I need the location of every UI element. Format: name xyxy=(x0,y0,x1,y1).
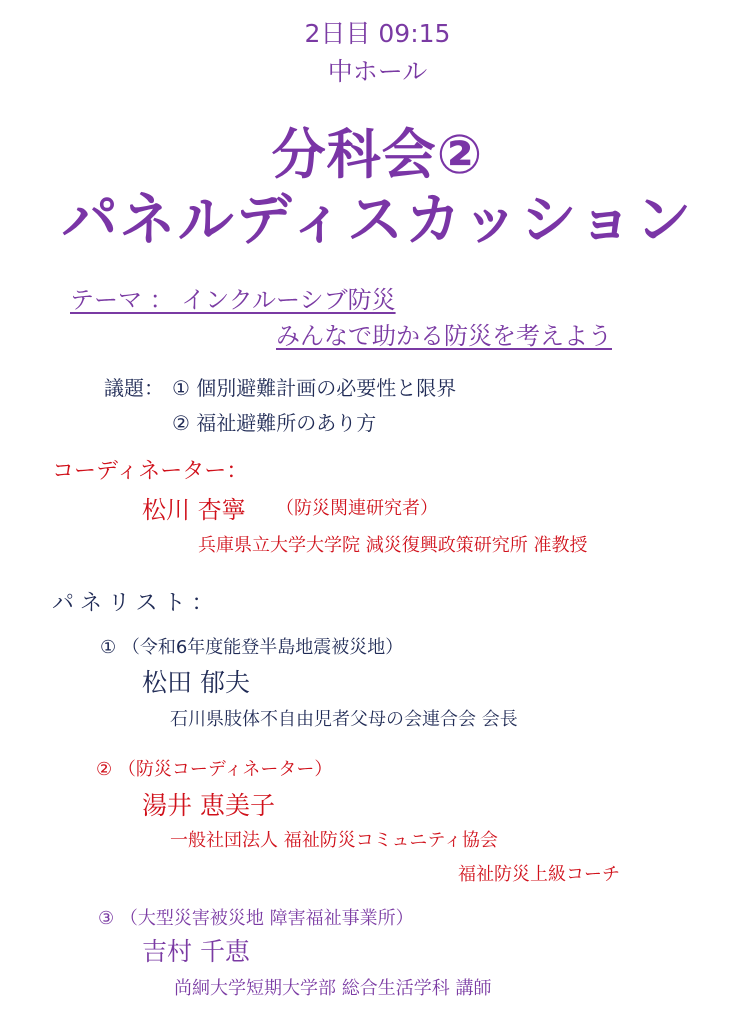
session-title: 分科会② xyxy=(271,123,484,186)
panelist-2-category: ② （防災コーディネーター） xyxy=(96,759,333,780)
theme-label: テーマ ： インクルーシブ防災 xyxy=(70,286,396,314)
panelists-heading: パネリスト： xyxy=(52,591,220,616)
panelist-3-category: ③ （大型災害被災地 障害福祉事業所） xyxy=(98,908,414,929)
coordinator-heading: コーディネーター： xyxy=(52,459,249,484)
agenda-item-2: ② 福祉避難所のあり方 xyxy=(172,411,377,435)
agenda-item-1: ① 個別避難計画の必要性と限界 xyxy=(172,376,457,400)
panelist-2-affiliation2: 福祉防災上級コーチ xyxy=(458,864,620,885)
session-subtitle: パネルディスカッション xyxy=(61,188,694,253)
theme-subtitle: みんなで助かる防災を考えよう xyxy=(276,322,612,350)
panelist-1-name: 松田 郁夫 xyxy=(142,668,250,697)
panelist-2-affiliation: 一般社団法人 福祉防災コミュニティ協会 xyxy=(170,830,498,851)
coordinator-role: （防災関連研究者） xyxy=(276,498,438,519)
coordinator-name: 松川 杏寧 xyxy=(142,496,246,524)
panelist-1-affiliation: 石川県肢体不自由児者父母の会連合会 会長 xyxy=(170,709,518,730)
day-time: 2日目 09:15 xyxy=(304,19,451,48)
hall-name: 中ホール xyxy=(327,57,428,86)
panelist-3-name: 吉村 千恵 xyxy=(142,937,250,966)
coordinator-affiliation: 兵庫県立大学大学院 減災復興政策研究所 准教授 xyxy=(198,535,588,556)
panelist-3-affiliation: 尚絅大学短期大学部 総合生活学科 講師 xyxy=(174,978,492,999)
agenda-label: 議題： xyxy=(104,376,164,400)
panelist-2-name: 湯井 恵美子 xyxy=(142,791,275,820)
panelist-1-category: ① （令和6年度能登半島地震被災地） xyxy=(100,637,404,658)
